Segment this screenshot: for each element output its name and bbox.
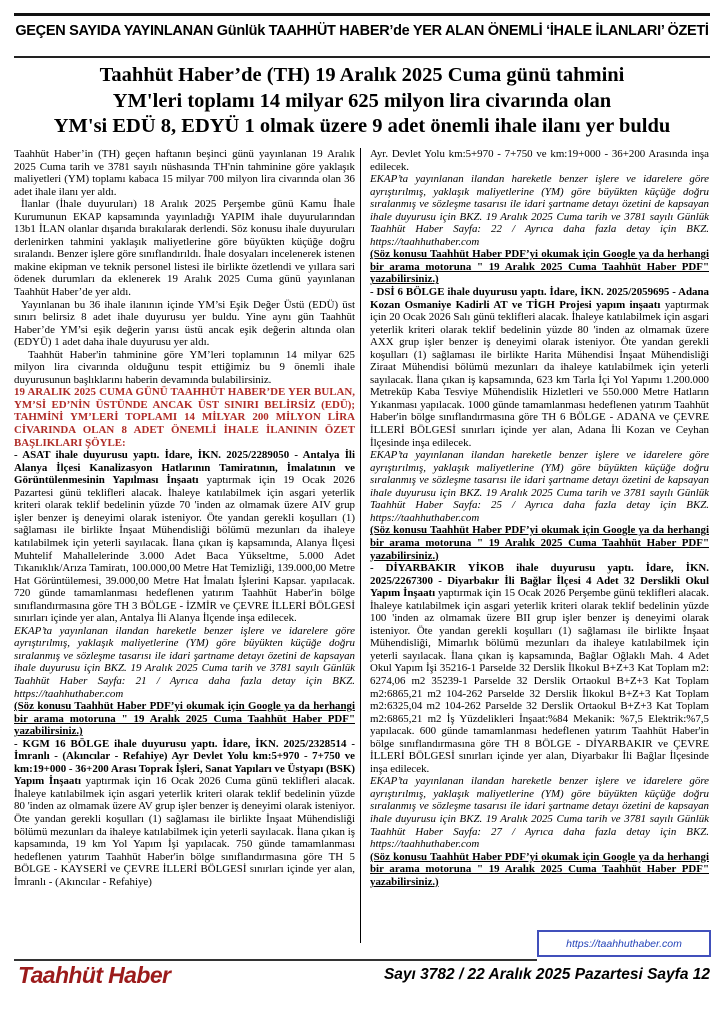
tender-item-kgm <box>14 738 355 889</box>
intro-paragraph-2: İlanlar (İhale duyuruları) 18 Aralık 2025 Perşembe günü Kamu İhale Kurumunun EKAP kapsamında yayınladığı YAPIM ihale duyurularından 13b1 İLAN olanlar dışarıda bırakılarak derlendi. Söz konusu ihale duyuruları derlenirken tahmini yaklaşık maliyetlerine göre büyükten küçüğe doğru sıralandı. Benzer işlere göre sınıflandırıldı. İhale dosyaları incelenerek istenen makine ekipman ve teknik personel listesi ile birlikte özetlendi ve yıllara sari ödenek durumları da eklenerek 19 Aralık 2025 Cuma günü yayınlanan Taahhüt Haber’de yer aldı. <box>14 198 355 299</box>
ekap-note-dsi: EKAP’ta yayınlanan ilandan hareketle benzer işlere ve idarelere göre ayrıştırılmış, yaklaşık maliyetlerine (YM) göre büyükten küçüğe doğru sıralanmış ve sözleşme tasarısı ile idari şartname detayı özetini de kapsayan ihale duyurusu için BKZ. 19 Aralık 2025 Cuma tarih ve 3781 sayılı Günlük Taahhüt Haber Sayfa: 25 / Ayrıca daha fazla detay için BKZ. https://taahhuthaber.com <box>370 449 709 524</box>
page-headline <box>26 63 698 140</box>
headline-line-3: YM'si EDÜ 8, EDYÜ 1 olmak üzere 9 adet önemli ihale ilanı yer buldu <box>53 115 671 137</box>
ekap-note-asat: EKAP’ta yayınlanan ilandan hareketle benzer işlere ve idarelere göre ayrıştırılmış, yaklaşık maliyetlerine (YM) göre büyükten küçüğe doğru sıralanmış ve sözleşme tasarısı ile idari şartname detayı özetini de kapsayan ihale duyurusu için BKZ. 19 Aralık 2025 Cuma tarih ve 3781 sayılı Günlük Taahhüt Haber Sayfa: 21 / Ayrıca daha fazla detay için BKZ. https://taahhuthaber.com <box>14 624 355 700</box>
intro-paragraph-1: Taahhüt Haber’in (TH) geçen haftanın beşinci günü yayınlanan 19 Aralık 2025 Cuma tarih ve 3781 sayılı nüshasında TH'nin tahminine göre yaklaşık maliyetleri (YM) toplamı kabaca 15 milyar 700 milyon lira civarında olan 36 adet ihale ilanı yer aldı. <box>14 148 355 198</box>
headline-line-1: Taahhüt Haber’de (TH) 19 Aralık 2025 Cuma günü tahmini <box>99 64 625 86</box>
tender-body-dsi: yaptırmak için 20 Ocak 2026 Salı günü teklifleri alacak. İhaleye katılabilmek için asgari yeterlik kriteri olarak teklif bedelinin yüzde 80 'inden az olmamak üzere AXX grup işler benzer iş deneyimi olarak isteniyor. Öte yandan gerekli koşulları (1) sağlaması ile birlikte Harita Mühendisi İnşaat Mühendisliği Ziraat Mühendisi bölümü mezunları da ihaleye katılabilmek için yeterli sayılacak. İlana çıkan iş kapsamında, 623 km Tarla İçi Yol Yapımı 1.200.000 Metreküp Kaba Tesviye Mühendislik Hizletleri ve 550.000 Metre Hatların Yıkanması yapılacak. 1000 günde tamamlanması hedeflenen yatırım Taahhüt Haber'in bölge sınıflandırmasına göre TH 6 BÖLGE - ADANA ve ÇEVRE İLLERİ BÖLGESİ sınırları içinde yer alan, Adana İli Kozan ve Ceyhan İlçesinde inşa edilecek. <box>370 298 709 449</box>
website-link-box[interactable] <box>537 930 711 957</box>
tender-item-dsi <box>370 286 709 449</box>
ekap-note-kgm: EKAP’ta yayınlanan ilandan hareketle benzer işlere ve idarelere göre ayrıştırılmış, yaklaşık maliyetlerine (YM) göre büyükten küçüğe doğru sıralanmış ve sözleşme tasarısı ile idari şartname detayı özetini de kapsayan ihale duyurusu için BKZ. 19 Aralık 2025 Cuma tarih ve 3781 sayılı Günlük Taahhüt Haber Sayfa: 22 / Ayrıca daha fazla detay için BKZ. https://taahhuthaber.com <box>370 173 709 248</box>
pdf-search-note-2: (Söz konusu Taahhüt Haber PDF’yi okumak için Google ya da herhangi bir arama motoruna " 19 Aralık 2025 Cuma Taahhüt Haber PDF" yazabilirsiniz.) <box>370 248 709 286</box>
top-rule <box>14 13 710 16</box>
left-column <box>14 148 360 943</box>
tender-item-diyarbakir <box>370 562 709 775</box>
intro-paragraph-4: Taahhüt Haber'in tahminine göre YM’leri toplamının 14 milyar 625 milyon lira civarında olduğunu tespit ettiğimiz bu 9 önemli ihale duyurusunun başlıklarını haberin devamında bulabilirsiniz. <box>14 348 355 386</box>
banner-rule <box>14 56 710 58</box>
pdf-search-note-4: (Söz konusu Taahhüt Haber PDF’yi okumak için Google ya da herhangi bir arama motoruna " 19 Aralık 2025 Cuma Taahhüt Haber PDF" yazabilirsiniz.) <box>370 850 709 888</box>
tender-lead-dsi: - DSİ 6 BÖLGE ihale duyurusu yaptı. İdare, İKN. 2025/2059695 - Adana Kozan Osmaniye Kadirli AT ve TİGH Projesi yapım inşaatı <box>370 286 709 311</box>
intro-paragraph-3: Yayınlanan bu 36 ihale ilanının içinde YM’si Eşik Değer Üstü (EDÜ) üst sınırı belirsiz 8 adet ihale duyurusu yer buldu. Yine aynı gün Taahhüt Haber’de YM’si eşik değerin yarısı üstü ancak eşik değerin altında olan (EDYÜ) 1 adet daha ihale duyurusu yer aldı. <box>14 298 355 349</box>
footer-rule <box>14 959 537 961</box>
banner-title: GEÇEN SAYIDA YAYINLANAN Günlük TAAHHÜT HABER’de YER ALAN ÖNEMLİ ‘İHALE İLANLARI’ ÖZETİ <box>15 23 709 39</box>
tender-body-kgm: yaptırmak için 16 Ocak 2026 Cuma günü teklifleri alacak. İhaleye katılabilmek için asgari yeterlik kriteri olarak teklif bedelinin yüzde 80 'inden az olmamak üzere AV grup işler benzer iş deneyimi olarak isteniyor. Öte yandan gerekli koşulları (1) sağlaması ile birlikte İnşaat Mühendisliği bölümü mezunları da ihaleye katılabilmek için yeterli sayılacak. İlana çıkan iş kapsamında, 19 km Yol Yapım İşi yapılacak. 750 günde tamamlanması hedeflenen yatırım Taahhüt Haber'in bölge sınıflandırmasına göre TH 5 BÖLGE - KAYSERİ ve ÇEVRE İLLERİ BÖLGESİ sınırları içinde yer alan, İmranlı - (Akıncılar - Refahiye) <box>14 775 355 888</box>
pdf-search-note-3: (Söz konusu Taahhüt Haber PDF’yi okumak için Google ya da herhangi bir arama motoruna " 19 Aralık 2025 Cuma Taahhüt Haber PDF" yazabilirsiniz.) <box>370 524 709 562</box>
article-columns <box>14 148 710 943</box>
tender-item-asat <box>14 449 355 625</box>
publication-logo: Taahhüt Haber <box>18 962 171 988</box>
tender-lead-kgm: - KGM 16 BÖLGE ihale duyurusu yaptı. İdare, İKN. 2025/2328514 - İmranlı - (Akıncılar - Refahiye) Ayr Devlet Yolu km:5+970 - 7+750 ve km:19+000 - 36+200 Arası Toprak İşleri, Sanat Yapıları ve Üstyapı (BSK) Yapım İnşaatı <box>14 737 355 788</box>
tender-kgm-continuation: Ayr. Devlet Yolu km:5+970 - 7+750 ve km:19+000 - 36+200 Arasında inşa edilecek. <box>370 148 709 173</box>
tender-body-diyarbakir: yaptırmak için 15 Ocak 2026 Perşembe günü teklifleri alacak. İhaleye katılabilmek için asgari yeterlik kriteri olarak teklif bedelinin yüzde 100 'inden az olmamak üzere BII grup işler benzer iş deneyimi olarak isteniyor. Öte yandan gerekli koşulları (1) sağlaması ile birlikte İnşaat Mühendisliği, Mimarlık bölümü mezunları da ihaleye katılabilmek için yeterli sayılacak. İlana çıkan iş kapsamında, Bağlar Oğlaklı Mah. 4 Adet Okul Yapım İşi 35216-1 Parselde 32 Derslik İlkokul B+Z+3 Kat Toplam m2: 6274,06 m2 35239-1 Parselde 32 Derslik Ortaokul B+Z+3 Kat Toplam m2:6865,21 m2 104-262 Parselde 32 Derslik İlkokul B+Z+3 Kat Toplam m2:6325,04 m2 104-262 Parselde 32 Derslik Ortaokul B+Z+3 Kat Toplam m2:6865,21 m2 İş Yüzdelikleri İnşaat:%84 Mekanik: %7,5 Elektrik:%7,5 yapılacak. 600 günde tamamlanması hedeflenen yatırım Taahhüt Haber'in bölge sınıflandırmasına göre TH 8 BÖLGE - DİYARBAKIR ve ÇEVRE İLLERİ BÖLGESİ sınırları içinde yer alan, Diyarbakır İli Bağlar İlçesinde inşa edilecek. <box>370 587 709 775</box>
section-heading-edu: 19 ARALIK 2025 CUMA GÜNÜ TAAHHÜT HABER’DE YER BULAN, YM’Sİ ED’NİN ÜSTÜNDE ANCAK ÜST SINIRI BELİRSİZ (EDÜ); TAHMİNİ YM’LERİ TOPLAMI 14 MİLYAR 200 MİLYON LİRA CİVARINDA OLAN 8 ADET ÖNEMLİ İHALE İLANININ ÖZET BAŞLIKLARI ŞÖYLE: <box>14 386 355 449</box>
tender-body-asat: yaptırmak için 19 Ocak 2026 Pazartesi günü teklifleri alacak. İhaleye katılabilmek için asgari yeterlik kriteri olarak teklif bedelinin yüzde 70 'inden az olmamak üzere AIV grup işler benzer iş deneyimi olarak isteniyor. Öte yandan gerekli koşulları (1) sağlaması ile birlikte İnşaat Mühendisliği bölümü mezunları da ihaleye katılabilmek için yeterli sayılacak. İlana çıkan iş kapsamında, Alanya İlçesi Muhtelif Mahallelerinde 3.000 Adet Baca Yükseltme, 5.000 Adet Tıkanıklık/Arıza Tamiratı, 100.000,00 Metre Hat Temizliği, 139.000,00 Metre Hat Görüntülemesi, 39.000,00 Metre Hat İmalatı İşlerini Kapsar. yapılacak. 720 günde tamamlanması hedeflenen yatırım Taahhüt Haber'in bölge sınıflandırmasına göre TH 3 BÖLGE - İZMİR ve ÇEVRE İLLERİ BÖLGESİ sınırları içinde yer alan, Antalya İli Alanya İlçende inşa edilecek. <box>14 474 355 625</box>
headline-line-2: YM'leri toplamı 14 milyar 625 milyon lira civarında olan <box>112 89 612 112</box>
tender-lead-asat: - ASAT ihale duyurusu yaptı. İdare, İKN. 2025/2289050 - Antalya İli Alanya İlçesi Kanalizasyon Hatlarının Tamiratının, İmalatının ve Görüntülenmesinin Yapılması İnşaatı <box>14 449 355 487</box>
ekap-note-diyarbakir: EKAP’ta yayınlanan ilandan hareketle benzer işlere ve idarelere göre ayrıştırılmış, yaklaşık maliyetlerine (YM) göre büyükten küçüğe doğru sıralanmış ve sözleşme tasarısı ile idari şartname detayı özetini de kapsayan ihale duyurusu için BKZ. 19 Aralık 2025 Cuma tarih ve 3781 sayılı Günlük Taahhüt Haber Sayfa: 27 / Ayrıca daha fazla detay için BKZ. https://taahhuthaber.com <box>370 775 709 851</box>
tender-lead-diyarbakir: - DİYARBAKIR YİKOB ihale duyurusu yaptı. İdare, İKN. 2025/2267300 - Diyarbakır İli Bağlar İlçesi 4 Adet 32 Derslikli Okul Yapım İnşaatı <box>370 562 709 600</box>
right-column <box>361 148 709 943</box>
website-link[interactable]: https://taahhuthaber.com <box>566 937 682 950</box>
pdf-search-note-1: (Söz konusu Taahhüt Haber PDF’yi okumak için Google ya da herhangi bir arama motoruna " 19 Aralık 2025 Cuma Taahhüt Haber PDF" yazabilirsiniz.) <box>14 700 355 738</box>
issue-page-line: Sayı 3782 / 22 Aralık 2025 Pazartesi Sayfa 12 <box>383 966 710 983</box>
